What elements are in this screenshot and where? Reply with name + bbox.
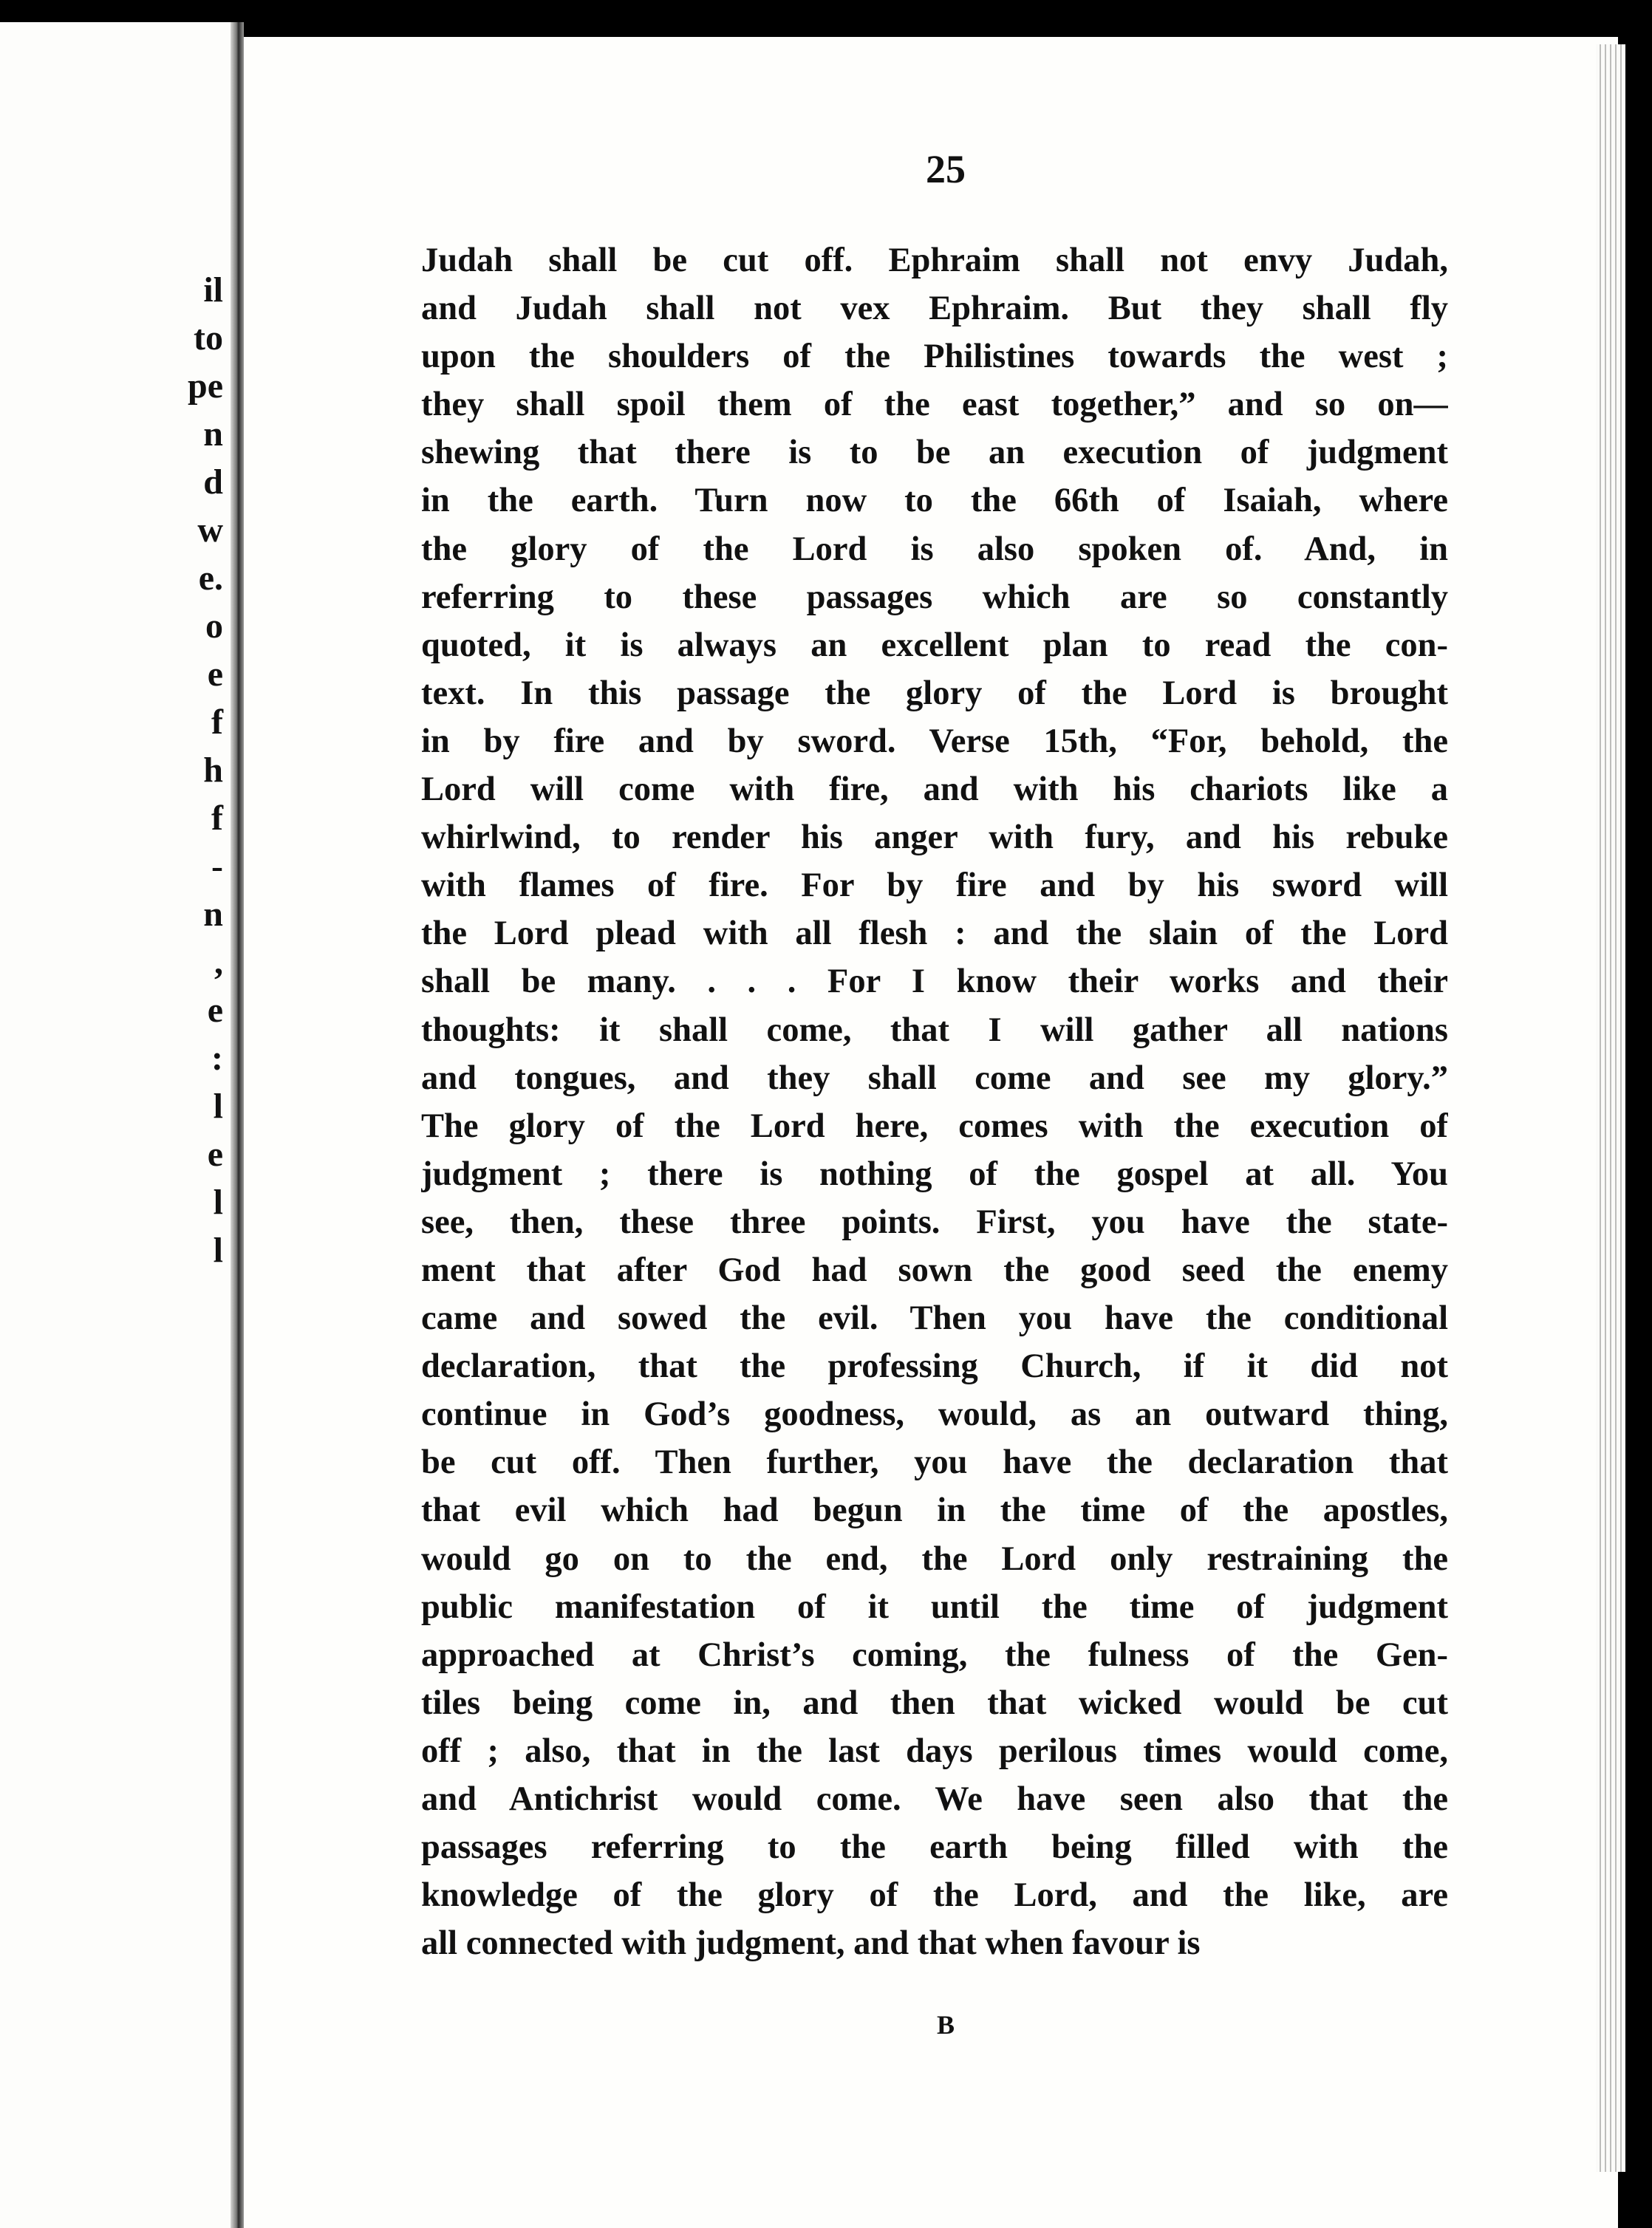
body-text [421,236,1448,1967]
text-line: came and sowed the evil. Then you have the conditional [421,1299,1448,1338]
text-line: approached at Christ’s coming, the fulness of the Gen- [421,1636,1448,1674]
page-edge [1596,44,1625,2172]
signature-mark: B [936,2010,955,2040]
left-page-fragment: d [203,462,223,502]
text-line: judgment ; there is nothing of the gospel at all. You [421,1155,1448,1193]
text-line: in the earth. Turn now to the 66th of Isaiah, where [421,482,1448,520]
text-line: shall be many. . . . For I know their works and their [421,963,1448,1001]
text-line: and tongues, and they shall come and see my glory.” [421,1059,1448,1097]
text-line: upon the shoulders of the Philistines towards the west ; [421,338,1448,376]
left-page-fragment: o [205,606,223,646]
text-line: and Antichrist would come. We have seen also that the [421,1780,1448,1818]
left-page-fragment: e [207,1135,223,1174]
text-line: whirlwind, to render his anger with fury, and his rebuke [421,819,1448,857]
text-line: declaration, that the professing Church, if it did not [421,1347,1448,1386]
left-page-fragment: l [213,1231,223,1270]
left-page-fragment: f [211,703,223,742]
text-line: the Lord plead with all flesh : and the slain of the Lord [421,915,1448,953]
text-line: all connected with judgment, and that when favour is [421,1924,1201,1963]
text-line: referring to these passages which are so constantly [421,578,1448,616]
text-line: see, then, these three points. First, you have the state- [421,1203,1448,1241]
text-line: and Judah shall not vex Ephraim. But they shall fly [421,290,1448,328]
text-line: the glory of the Lord is also spoken of. And, in [421,530,1448,568]
left-page-fragment: e. [198,558,223,598]
left-page-fragment: , [214,943,223,982]
left-page-fragment: : [211,1039,223,1078]
book-gutter [231,22,244,2228]
text-line: knowledge of the glory of the Lord, and the like, are [421,1876,1448,1915]
left-page-fragment: pe [188,366,223,406]
text-line: Judah shall be cut off. Ephraim shall not envy Judah, [421,242,1448,279]
left-page-text-fragments [164,266,223,1274]
text-line: off ; also, that in the last days perilous times would come, [421,1732,1448,1770]
left-facing-page [0,22,231,2228]
left-page-fragment: l [213,1087,223,1126]
text-line: that evil which had begun in the time of the apostles, [421,1491,1448,1530]
left-page-fragment: f [211,799,223,838]
left-page-fragment: w [197,510,223,550]
page-number: 25 [926,147,966,191]
text-line: shewing that there is to be an execution of judgment [421,434,1448,472]
left-page-fragment: n [203,895,223,934]
left-page-fragment: - [211,847,223,886]
text-line: passages referring to the earth being filled with the [421,1828,1448,1867]
text-line: Lord will come with fire, and with his chariots like a [421,770,1448,809]
text-line: be cut off. Then further, you have the declaration that [421,1443,1448,1482]
text-line: quoted, it is always an excellent plan to read the con- [421,626,1448,664]
text-line: thoughts: it shall come, that I will gather all nations [421,1011,1448,1049]
text-line: tiles being come in, and then that wicked would be cut [421,1684,1448,1722]
left-page-fragment: il [203,270,223,310]
left-page-fragment: n [203,414,223,454]
text-line: text. In this passage the glory of the Lord is brought [421,674,1448,712]
text-line: would go on to the end, the Lord only restraining the [421,1540,1448,1578]
text-line: ment that after God had sown the good seed the enemy [421,1251,1448,1289]
text-line: in by fire and by sword. Verse 15th, “For, behold, the [421,722,1448,760]
text-line: with flames of fire. For by fire and by his sword will [421,867,1448,905]
text-line: The glory of the Lord here, comes with the execution of [421,1107,1448,1145]
left-page-fragment: h [203,751,223,790]
text-line: they shall spoil them of the east together,” and so on— [421,386,1448,424]
left-page-fragment: e [207,655,223,694]
left-page-fragment: e [207,991,223,1030]
left-page-fragment: to [194,318,223,358]
left-page-fragment: l [213,1183,223,1222]
text-line: public manifestation of it until the time of judgment [421,1588,1448,1626]
text-line: continue in God’s goodness, would, as an outward thing, [421,1395,1448,1434]
